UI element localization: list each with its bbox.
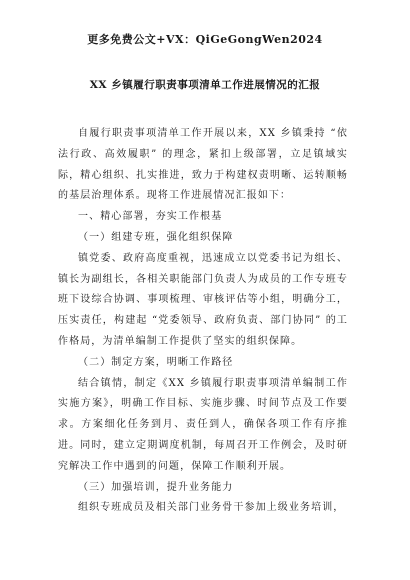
subsection-heading-1: （一）组建专班，强化组织保障 [78, 231, 234, 243]
subsection-paragraph-3: 组织专班成员及相关部门业务骨干参加上级业务培训， [78, 502, 345, 514]
subsection-paragraph-1: 镇党委、政府高度重视，迅速成立以党委书记为组长、镇长为副组长，各相关职能部门负责人为成员的工作专班专班下设综合协调、事项梳理、审核评估等小组，明确分工，压实责任，构建起 “党委领导、政府负责、部门协同” 的工作格局，为清单编制工作提供了坚实的组织保障。 [58, 252, 348, 347]
intro-paragraph: 自履行职责事项清单工作开展以来，XX 乡镇秉持 “依法行政、高效履职” 的理念，紧扣上级部署，立足镇域实际，精心组织、扎实推进，致力于构建权责明晰、运转顺畅的基层治理体系。现将工作进展情况汇报如下： [58, 128, 348, 202]
document-body [58, 124, 348, 519]
subsection-heading-3: （三）加强培训，提升业务能力 [78, 481, 234, 493]
promo-header: 更多免费公文+VX：QiGeGongWen2024 [87, 33, 323, 46]
document-title: XX 乡镇履行职责事项清单工作进展情况的汇报 [89, 79, 321, 91]
section-heading-1: 一、精心部署，夯实工作根基 [78, 211, 223, 223]
subsection-heading-2: （二）制定方案，明晰工作路径 [78, 356, 234, 368]
subsection-paragraph-2: 结合镇情，制定《XX 乡镇履行职责事项清单编制工作实施方案》，明确工作目标、实施步骤、时间节点及工作要求。方案细化任务到月、责任到人，确保各项工作有序推进。同时，建立定期调度机制，每周召开工作例会，及时研究解决工作中遇到的问题，保障工作顺利开展。 [58, 377, 348, 472]
